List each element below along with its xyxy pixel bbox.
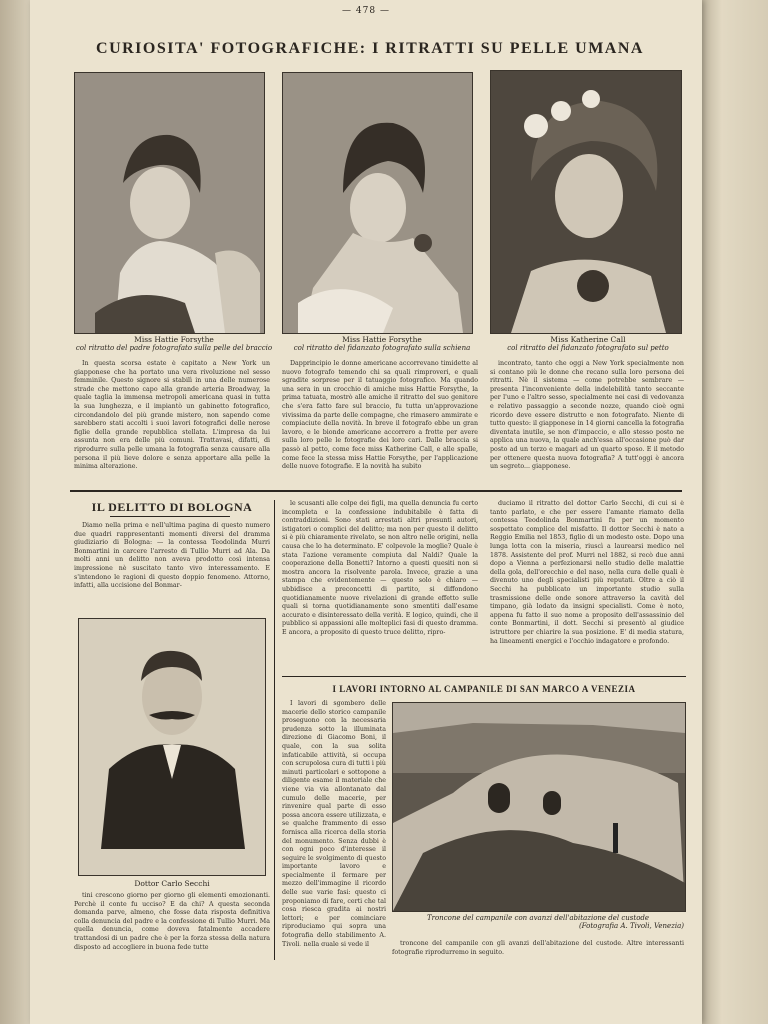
portrait-subcaption-2: col ritratto del fidanzato fotografato sulla schiena xyxy=(293,344,471,352)
campanile-col-end: troncone del campanile con gli avanzi dell'abitazione del custode. Altre interessanti fotografie riprodurremo in seguito. xyxy=(392,940,684,956)
portrait-3-illustration xyxy=(491,71,681,333)
portrait-photo-3 xyxy=(490,70,682,334)
secchi-portrait-illustration xyxy=(79,619,265,875)
portrait-caption-3 xyxy=(488,336,688,352)
column-divider xyxy=(274,500,275,960)
portrait-caption-2 xyxy=(282,336,482,352)
portrait-subcaption-1: col ritratto del padre fotografato sulla pelle del braccio xyxy=(75,344,273,352)
portrait-name-1: Miss Hattie Forsythe xyxy=(134,335,214,344)
article1-col3: incontrato, tanto che oggi a New York specialmente non si contano più le donne che recano sulla loro persona dei ritratti. Nè il sistema — come potrebbe sembrare — presenta l'inconveniente della indelebilità tanto seccante per l'uno e l'altro sesso, specialmente nei casi di vedovanza e relativo passaggio a seconde nozze, quando cioè ogni ricordo deve essere distrutto e non fotografato. Niente di tutto questo: il giapponese in 14 giorni cancella la fotografia diventata inutile, se non d'impaccio, e allo stesso posto ne applica una nuova, la quale anch'essa all'occasione può dar posto ad un terzo e magari ad un quarto sposo. E il metodo per ottenere questa nuova fotografia? A tutt'oggi è ancora un segreto... giapponese. xyxy=(490,360,684,471)
bologna-title-underline xyxy=(110,516,230,517)
portrait-2-illustration xyxy=(283,73,472,333)
article1-col2: Dapprincipio le donne americane accorrevano timidette al nuovo fotografo temendo chi sa quali rimproveri, e quali sgradite sorprese per il tatuaggio fotografico. Ma quando una sera in un crocchio di amiche miss Hattie Forsythe, la prima tatuata, mostrò alle amiche il ritratto del suo genitore che s'era fatto fare sul braccio, fu tutta un'approvazione vivissima da parte delle compagne, che rimasero ammirate e compiaciute della novità. In breve il fotografo ebbe un gran lavoro, e le bionde americane accorrero a frotte per avere sulla loro pelle le fotografie dei loro cari. Dalle braccia si passò al petto, come fece miss Katherine Call, e alle spalle, come fece la stessa miss Hattie Forsythe, per l'applicazione delle nuove fotografie. E la novità ha subito xyxy=(282,360,478,471)
portrait-subcaption-3: col ritratto del fidanzato fotografato sul petto xyxy=(507,344,669,352)
bologna-title: IL DELITTO DI BOLOGNA xyxy=(91,500,253,514)
page-number: — 478 — xyxy=(342,6,390,16)
portrait-photo-2 xyxy=(282,72,473,334)
campanile-title: I LAVORI INTORNO AL CAMPANILE DI SAN MARCO A VENEZIA xyxy=(332,684,636,694)
portrait-photo-1 xyxy=(74,72,265,334)
article1-col1: In questa scorsa estate è capitato a New York un giapponese che ha portato una vera rivoluzione nel sesso femminile. Questo signore si stabilì in una delle numerose strade che mettono capo alla grande arteria Broadway, la quale taglia la immensa metropoli americana quasi in tutta la sua lunghezza, e il impiantò un gabinetto fotografico, circondandolo del più grande mistero, non sapendo come sarebbero stati accolti i suoi lavori fotografici delle nerose figlie della grande repubblica stellata. L'impresa da lui assunta non era delle più comuni. Trattavasi, difatti, di riprodurre sulla pelle umana la fotografia senza causare alla persona il più lieve dolore e senza apportare alla pelle la minima alterazione. xyxy=(74,360,270,471)
campanile-photo-credit: (Fotografia A. Tivoli, Venezia) xyxy=(578,922,684,930)
portrait-caption-1 xyxy=(74,336,274,352)
portrait-1-illustration xyxy=(75,73,264,333)
bologna-col1-continued: tini crescono giorno per giorno gli elementi emozionanti. Perchè il conte fu ucciso? E da chi? A questa seconda domanda parve, almeno, che fosse data risposta definitiva colla denuncia del padre e la confessione di Tullio Murri. Ma quella denuncia, come doveva fatalmente accadere trattandosi di un padre che è per la forza stessa della natura disposto ad accogliere in buona fede tutte xyxy=(74,892,270,951)
campanile-col: I lavori di sgombero delle macerie dello storico campanile proseguono con la necessaria prudenza sotto la illuminata direzione di Giacomo Boni, il quale, con la sua solita infaticabile attività, si occupa con scrupolosa cura di tutti i più minuti particolari e sottopone a diligente esame il materiale che viene via via allontanato dal cumulo delle macerie, per rinvenire qual parte di esso possa ancora essere utilizzata, e se qualche frammento di esso fornisca alla ricerca della storia del monumento. Senza dubbi è con ogni poco d'interesse il seguire le svolgimento di questo importante lavoro e specialmente il fermare per mezzo dell'immagine il ricordo delle sue varie fasi: questo ci proponiamo di fare, certi che tal cosa riesca gradita ai nostri lettori; e per cominciare riproduciamo qui sopra una fotografia dello stabilimento A. Tivoli, nella quale si vede il xyxy=(282,700,386,946)
campanile-top-rule xyxy=(282,676,686,677)
campanile-caption: Troncone del campanile con avanzi dell'abitazione del custode (Fotografia A. Tivoli, Venezia) xyxy=(392,914,684,930)
secchi-portrait-photo xyxy=(78,618,266,876)
book-spine xyxy=(702,0,768,1024)
bologna-col3: duciamo il ritratto del dottor Carlo Secchi, di cui si è tanto parlato, e che per essere l'amante riamato della contessa Teodolinda Bonmartini fu per un momento sospettato complice del misfatto. Il dottor Secchi è nato a Reggio Emilia nel 1853, figlio di un modesto oste. Dopo una lunga lotta con la miseria, riuscì a laurearsi medico nel 1878. Assistente del prof. Murri nel 1882, si recò due anni dopo a Vienna a perfezionarsi nello studio delle malattie della gola, dell'orecchio e del naso, nella cura delle quali è divenuto uno degli specialisti più reputati. Oltre a ciò il Secchi ha pubblicato un importante studio sulla trasmissione delle onde sonore attraverso la cavità del timpano, già lodato da insigni specialisti. Come è noto, appena fu fatto il suo nome a proposito dell'assassinio del conte Bonmartini, il dott. Secchi si presentò al giudice istruttore per chiarire la sua posizione. E' di media statura, ha lineamenti energici e l'occhio indagatore e profondo. xyxy=(490,500,684,645)
secchi-caption: Dottor Carlo Secchi xyxy=(134,879,210,888)
page-left-edge xyxy=(0,0,30,1024)
portrait-name-2: Miss Hattie Forsythe xyxy=(342,335,422,344)
campanile-photo xyxy=(392,702,686,912)
portrait-name-3: Miss Katherine Call xyxy=(550,335,626,344)
section-divider xyxy=(70,490,682,492)
bologna-col2: le scusanti alle colpe dei figli, ma quella denuncia fu certo incompleta e la confessione indubitabile è fatta di contraddizioni. Sono stati arrestati altri presunti autori, istigatori o complici del delitto; ma non per questo il delitto si è più chiaramente rivelato, se non altro nelle origini, nella causa che lo ha determinato. E' colpevole la moglie? Quale è stata l'azione veramente compiuta dal Naldi? Quale la cooperazione della Bonetti? Intorno a questi quesiti non si mostra ancora la risolvente parola. Invece, grazie a una stampa che evidentemente — questo solo è chiaro — ubbidisce a preconcetti di partito, si diffondono quotidianamente nuove rivelazioni di grande effetto sulle quali si torna quotidianamente sono smentiti dall'esame accurato e disinteressato della verità. E logico, quindi, che il pubblico si appassioni alle molteplici fasi di questo dramma. E ancora, a proposito di questo truce delitto, ripro- xyxy=(282,500,478,636)
main-headline: CURIOSITA' FOTOGRAFICHE: I RITRATTI SU PELLE UMANA xyxy=(96,40,644,57)
campanile-ruins-illustration xyxy=(393,703,685,911)
bologna-col1: Diamo nella prima e nell'ultima pagina di questo numero due quadri rappresentanti momenti diversi del dramma giudiziario di Bologna: — la contessa Teodolinda Murri Bonmartini in carcere l'arresto di Tullio Murri ad Ala. Da molti anni un delitto non aveva prodotto così intensa impressione nè suscitato tanto vivo interessamento. E s'intendono le ragioni di questo doppio fenomeno. Attorno, infatti, alla uccisione del Bonmar- xyxy=(74,522,270,590)
newspaper-page xyxy=(30,0,702,1024)
